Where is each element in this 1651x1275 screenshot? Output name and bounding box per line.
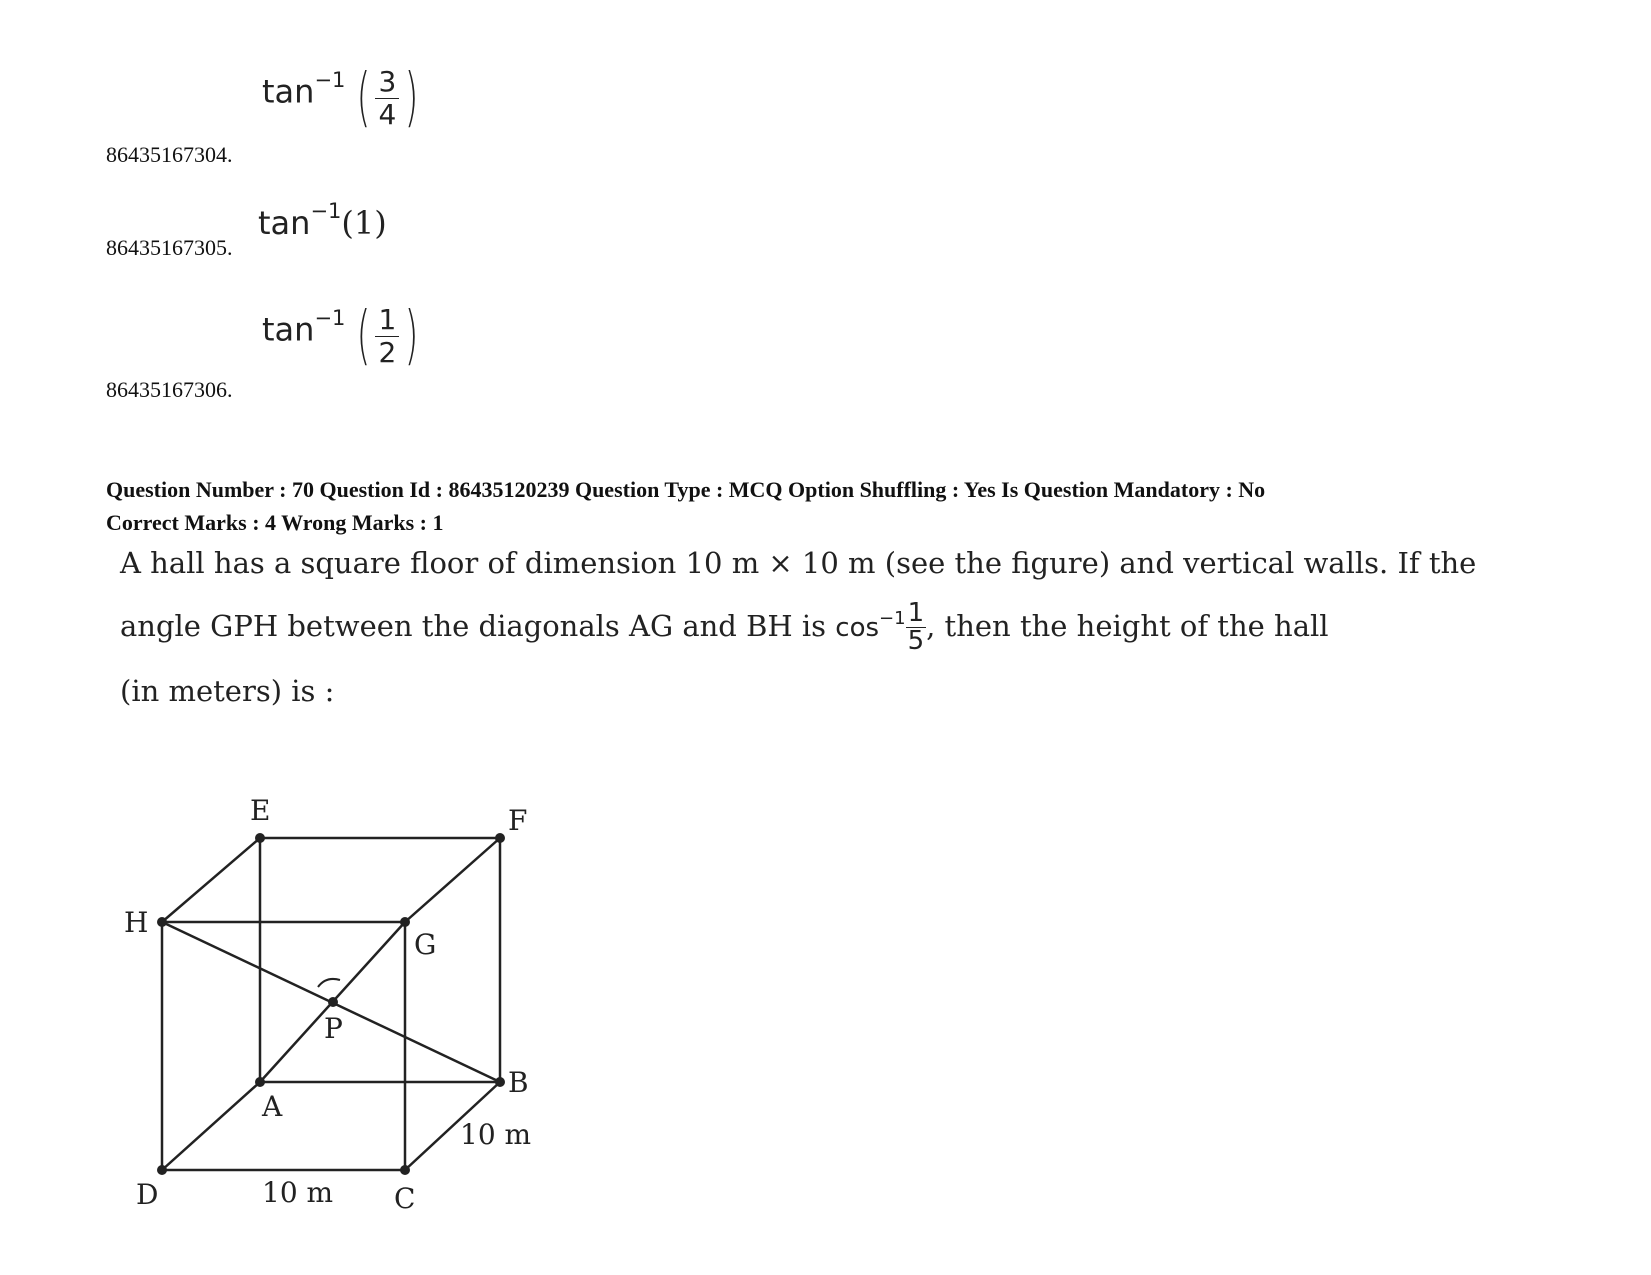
vertex-B xyxy=(495,1077,505,1087)
cos-numerator: 1 xyxy=(907,598,925,628)
question-meta-line-2: Correct Marks : 4 Wrong Marks : 1 xyxy=(106,510,444,535)
option-3-denominator: 2 xyxy=(378,335,397,369)
option-1-numerator: 3 xyxy=(375,66,399,98)
question-text-line-2-end: , then the height of the hall xyxy=(926,608,1329,643)
option-3-fraction xyxy=(375,304,399,368)
option-3-numerator: 1 xyxy=(375,304,399,336)
label-D: D xyxy=(136,1178,159,1211)
option-3-power: −1 xyxy=(314,305,346,330)
vertex-E xyxy=(255,833,265,843)
cube-vertices xyxy=(157,833,505,1175)
cos-fraction xyxy=(906,600,927,656)
option-1-paren-group: ( $\frac{3}{4}$ ) xyxy=(356,61,419,135)
question-text-line-1: A hall has a square floor of dimension 10 m × 10 m (see the figure) and vertical walls. If the xyxy=(120,546,1477,580)
option-1-fraction xyxy=(375,66,399,130)
option-3-expression xyxy=(262,299,424,373)
cos-power: −1 xyxy=(879,607,906,629)
label-H: H xyxy=(124,906,149,939)
cos-fn: cos xyxy=(835,612,880,643)
option-2-expression xyxy=(258,199,387,242)
label-P: P xyxy=(324,1012,343,1045)
label-B: B xyxy=(508,1066,529,1099)
option-2-fn: tan xyxy=(258,204,311,242)
edge-GF xyxy=(405,838,500,922)
label-E: E xyxy=(250,794,271,827)
question-text-line-2-start: angle GPH between the diagonals AG and BH is xyxy=(120,608,827,643)
option-2-power: −1 xyxy=(310,199,342,223)
option-1-expression xyxy=(262,61,424,135)
option-3-fn: tan xyxy=(262,310,315,349)
edge-HE xyxy=(162,838,260,922)
option-3-id: 86435167306. xyxy=(106,377,233,402)
cube-figure xyxy=(0,780,560,1240)
option-2-id: 86435167305. xyxy=(106,235,233,260)
vertex-H xyxy=(157,917,167,927)
vertex-C xyxy=(400,1165,410,1175)
question-meta-line-1: Question Number : 70 Question Id : 86435120239 Question Type : MCQ Option Shuffling : Yes Is Question Mandatory : No xyxy=(106,477,1266,502)
question-text-line-2 xyxy=(120,600,1329,656)
vertex-A xyxy=(255,1077,265,1087)
edge-DA xyxy=(162,1082,260,1170)
vertex-F xyxy=(495,833,505,843)
label-A: A xyxy=(262,1090,283,1123)
angle-GPH-arc xyxy=(318,979,340,987)
option-1-power: −1 xyxy=(314,67,346,92)
option-1-id: 86435167304. xyxy=(106,142,233,167)
label-C: C xyxy=(394,1182,416,1215)
vertex-D xyxy=(157,1165,167,1175)
label-G: G xyxy=(414,928,437,961)
option-3-paren-group: ( $\frac{1}{2}$ ) xyxy=(356,299,419,373)
option-1-fn: tan xyxy=(262,72,315,111)
dimension-bottom: 10 m xyxy=(262,1176,334,1209)
option-2-argument: (1) xyxy=(341,204,387,242)
option-1-denominator: 4 xyxy=(378,97,397,131)
dimension-side: 10 m xyxy=(460,1118,532,1151)
cos-denominator: 5 xyxy=(907,626,925,657)
vertex-P xyxy=(328,997,338,1007)
vertex-G xyxy=(400,917,410,927)
label-F: F xyxy=(508,804,528,837)
question-text-line-3: (in meters) is : xyxy=(120,674,335,708)
